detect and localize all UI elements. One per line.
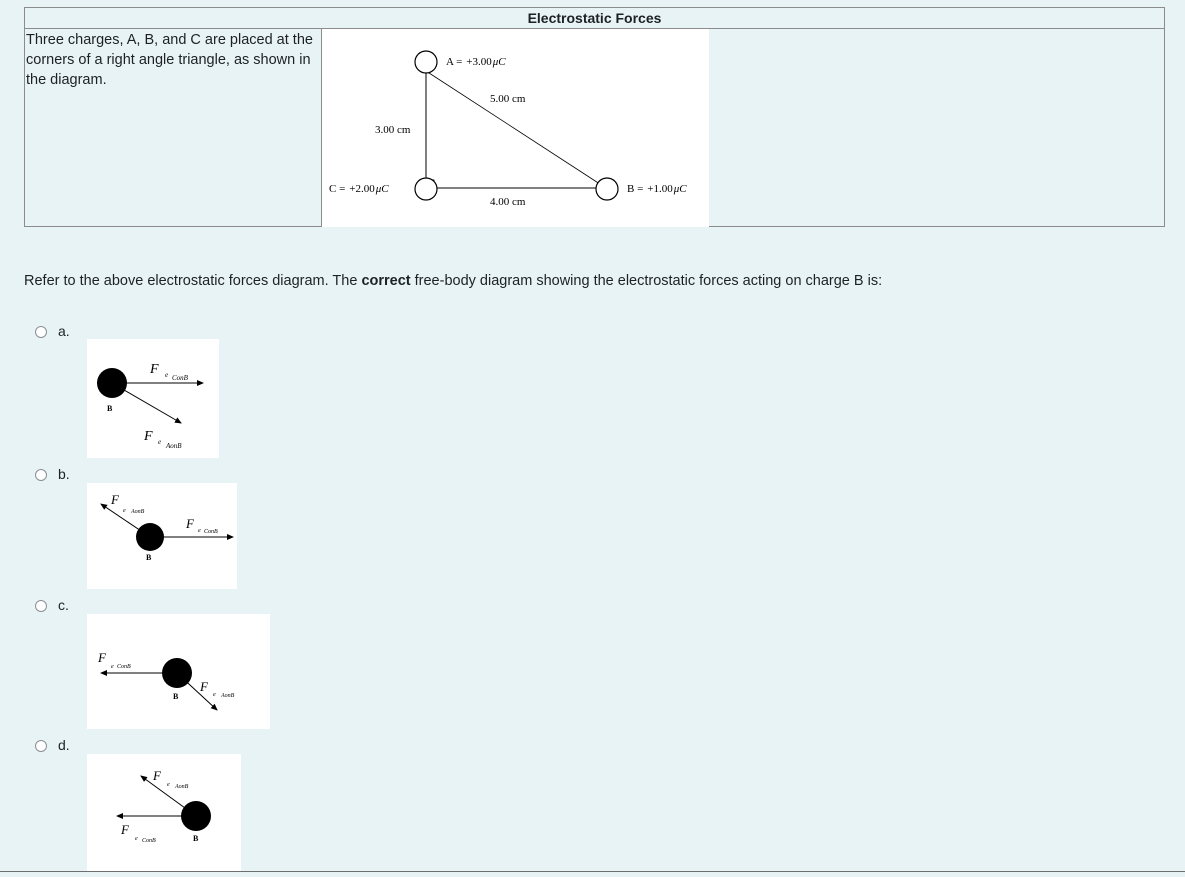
- force-a-on-b-sub: AonB: [175, 784, 189, 790]
- bottom-divider: [0, 871, 1185, 872]
- force-c-on-b-e: e: [135, 836, 138, 842]
- force-c-on-b-sub: ConB: [204, 529, 218, 535]
- force-c-on-b-e: e: [111, 664, 114, 670]
- force-c-on-b-symbol: F: [121, 822, 129, 837]
- question-emphasis: correct: [361, 273, 411, 289]
- force-a-on-b-e: e: [213, 692, 216, 698]
- option-d-label[interactable]: d.: [58, 737, 70, 753]
- force-a-on-b-e: e: [158, 438, 162, 446]
- side-cb-label: 4.00 cm: [490, 196, 526, 208]
- problem-description: Three charges, A, B, and C are placed at the corners of a right angle triangle, as shown in the diagram.: [25, 29, 322, 227]
- info-table: [24, 7, 1165, 227]
- charge-c-label: C = +2.00μC: [329, 183, 389, 195]
- charge-b-dot: [162, 658, 192, 688]
- force-a-on-b-sub: AonB: [166, 442, 182, 450]
- table-title: Electrostatic Forces: [25, 8, 1164, 29]
- charge-b-dot: [97, 368, 127, 398]
- charge-b-label: B = +1.00μC: [627, 183, 687, 195]
- triangle-diagram: [322, 29, 709, 227]
- side-ab-line: [426, 71, 606, 188]
- charge-b-label: B: [173, 692, 179, 701]
- force-a-on-b-symbol: F: [200, 679, 208, 694]
- force-c-on-b-sub: ConB: [172, 374, 188, 382]
- option-c-diagram: [87, 614, 270, 729]
- force-a-on-b-symbol: F: [144, 429, 153, 444]
- option-c-label[interactable]: c.: [58, 597, 69, 613]
- charge-b-label: B: [193, 834, 199, 843]
- force-a-on-b-sub: AonB: [131, 509, 145, 515]
- force-a-on-b-symbol: F: [111, 492, 119, 507]
- force-a-on-b-e: e: [167, 782, 170, 788]
- charge-b-label: B: [146, 553, 152, 562]
- force-c-on-b-symbol: F: [186, 516, 194, 531]
- option-d-diagram: [87, 754, 241, 872]
- option-d-radio[interactable]: [35, 740, 47, 752]
- force-a-on-b-symbol: F: [153, 768, 161, 783]
- side-ac-label: 3.00 cm: [375, 124, 411, 136]
- charge-b-circle: [596, 178, 618, 200]
- option-a-radio[interactable]: [35, 326, 47, 338]
- force-a-on-b-e: e: [123, 508, 126, 514]
- charge-a-label: A = +3.00μC: [446, 56, 506, 68]
- question-text: Refer to the above electrostatic forces diagram. The correct free-body diagram showing the electrostatic forces acting on charge B is:: [24, 273, 883, 289]
- charge-a-circle: [415, 51, 437, 73]
- charge-b-dot: [181, 801, 211, 831]
- charge-c-circle: [415, 178, 437, 200]
- force-c-on-b-sub: ConB: [142, 838, 156, 844]
- force-c-on-b-e: e: [165, 371, 169, 379]
- option-b-diagram: [87, 483, 237, 589]
- force-c-on-b-sub: ConB: [117, 664, 131, 670]
- option-a-label[interactable]: a.: [58, 323, 70, 339]
- force-a-on-b-sub: AonB: [221, 693, 235, 699]
- charge-b-label: B: [107, 404, 113, 413]
- charge-b-dot: [136, 523, 164, 551]
- force-c-on-b-symbol: F: [98, 650, 106, 665]
- option-c-radio[interactable]: [35, 600, 47, 612]
- option-b-label[interactable]: b.: [58, 466, 70, 482]
- option-a-diagram: [87, 339, 219, 458]
- option-b-radio[interactable]: [35, 469, 47, 481]
- force-c-on-b-symbol: F: [150, 362, 159, 377]
- side-ab-label: 5.00 cm: [490, 93, 526, 105]
- force-c-on-b-e: e: [198, 528, 201, 534]
